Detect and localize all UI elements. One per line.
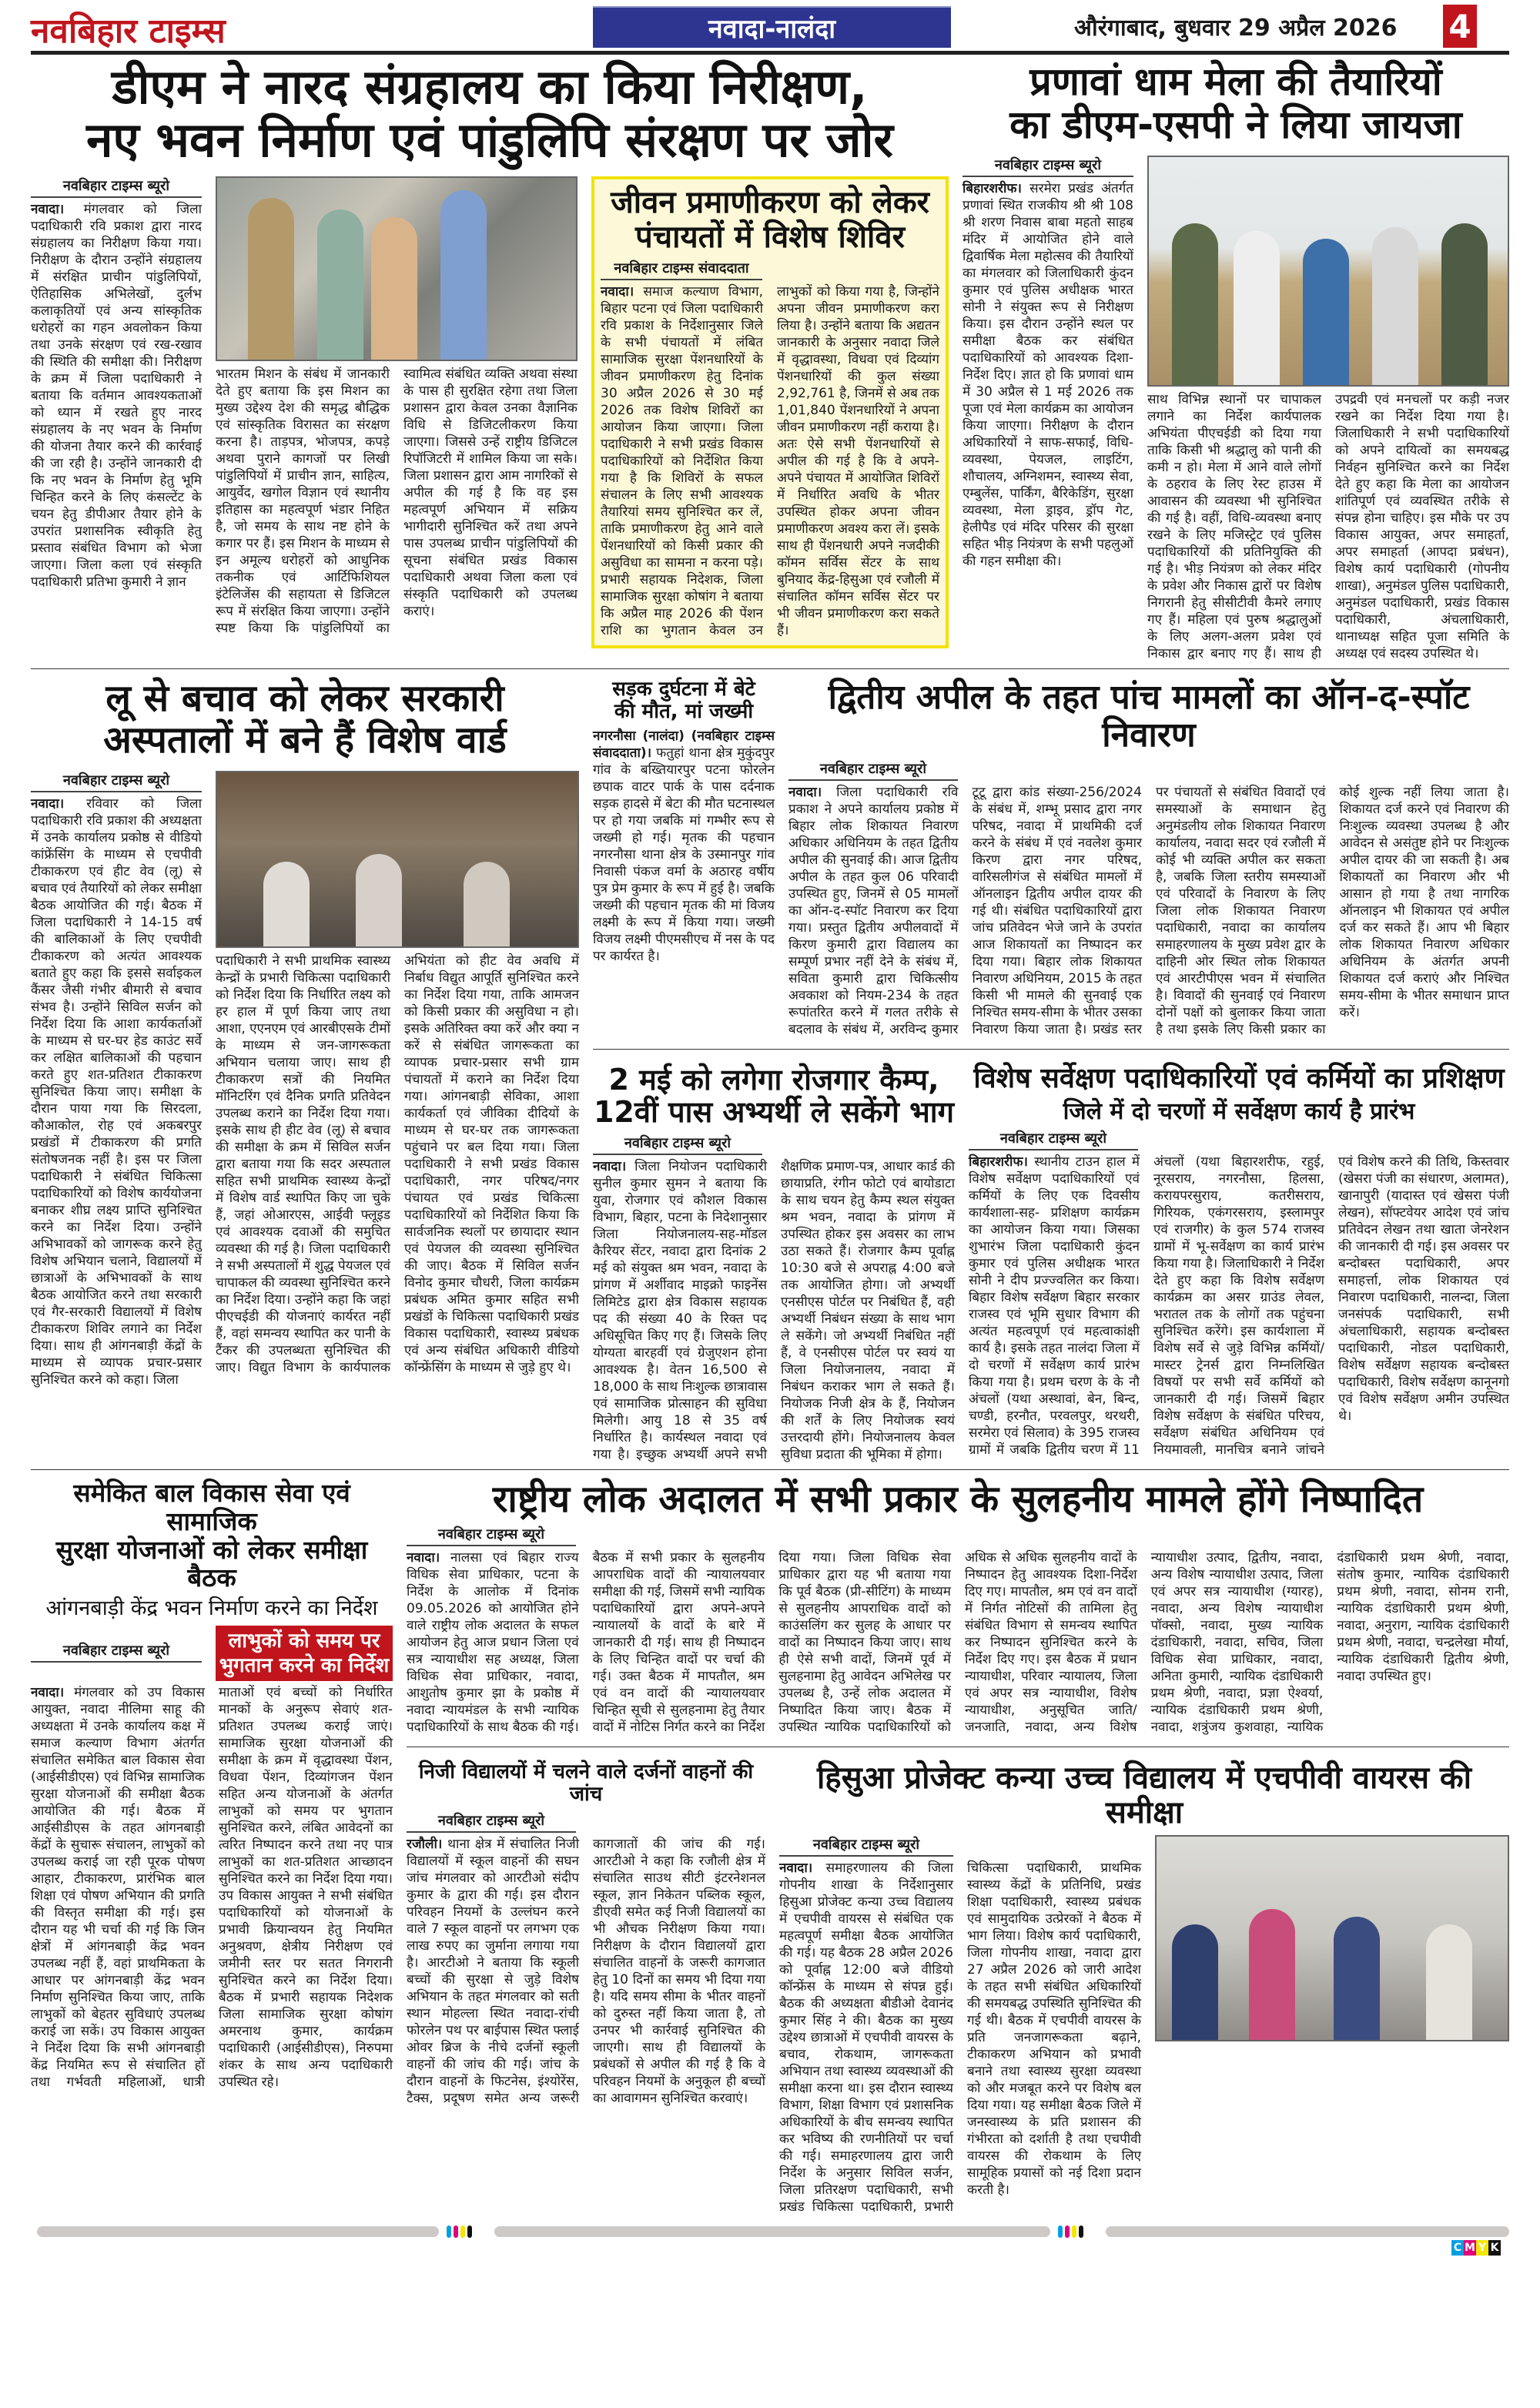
icds-byline-row <box>31 1626 393 1681</box>
headline-line: सुरक्षा योजनाओं को लेकर समीक्षा बैठक <box>55 1534 368 1593</box>
headline-line: नए भवन निर्माण एवं पांडुलिपि संरक्षण पर जोर <box>86 112 893 169</box>
dateline: रजौली। <box>407 1836 443 1852</box>
middle-right <box>593 675 1509 1463</box>
dateline: नगरनौसा (नालंदा) (नवबिहार टाइम्स संवाददाता)। <box>593 728 775 762</box>
row-middle-bottom <box>593 1060 1509 1463</box>
body-text: समाज कल्याण विभाग, बिहार पटना एवं जिला पदाधिकारी रवि प्रकाश के निर्देशानुसार जिले के सभी पंचायतों में लंबित सामाजिक सुरक्षा पेंशनधारियों के जीवन प्रमाणीकरण हेतु दिनांक 30 अप्रैल 2026 से 30 मई 2026 तक विशेष शिविरों का आयोजन किया जाएगा। जिला पदाधिकारी ने सभी प्रखंड विकास पदाधिकारियों को निर्देशित किया गया है कि शिविरों के सफल संचालन के लिए सभी आवश्यक तैयारियां समय सुनिश्चित कर लें, ताकि प्रमाणीकरण हेतु आने वाले पेंशनधारियों को किसी प्रकार की असुविधा का सामना न करना पड़े। प्रभारी सहायक निदेशक, जिला सामाजिक सुरक्षा कोषांग ने बताया कि अप्रैल माह 2026 की पेंशन राशि का भुगतान केवल उन लाभुकों को किया गया है, जिन्होंने अपना जीवन प्रमाणीकरण करा लिया है। उन्होंने बताया कि अद्यतन जानकारी के अनुसार नवादा जिले में वृद्धावस्था, विधवा एवं दिव्यांग पेंशनधारियों की कुल संख्या 2,92,761 है, जिनमें से अब तक 1,01,840 पेंशनधारियों ने अपना जीवन प्रमाणीकरण नहीं कराया है। अतः ऐसे सभी पेंशनधारियों से अपील की गई है कि वे अपने-अपने पंचायत में आयोजित शिविरों में निर्धारित अवधि के भीतर उपस्थित होकर अपना जीवन प्रमाणीकरण अवश्य करा लें। इसके साथ ही पेंशनधारी अपने नजदीकी कॉमन सर्विस सेंटर के साथ बुनियाद केंद्र-हिसुआ एवं रजौली में संचालित कॉमन सर्विस सेंटर पर भी जीवन प्रमाणीकरण करा सकते हैं। <box>601 284 939 639</box>
body-text: रविवार को जिला पदाधिकारी रवि प्रकाश की अध्यक्षता में उनके कार्यालय प्रकोष्ठ से वीडियो कांफ्रेंसिंग के माध्यम से एचपीवी टीकाकरण एवं हीट वेव (लू) से बचाव एवं तैयारियों को लेकर समीक्षा बैठक आयोजित की गई। बैठक में जिला पदाधिकारी ने 14-15 वर्ष की बालिकाओं के लिए एचपीवी टीकाकरण को अत्यंत आवश्यक बताते हुए कहा कि इससे सर्वाइकल कैंसर जैसी गंभीर बीमारी से बचाव संभव है। उन्होंने सिविल सर्जन को निर्देश दिया कि आशा कार्यकर्ताओं के माध्यम से घर-घर हेड काउंट सर्वे कर लक्षित बालिकाओं की पहचान करते हुए शत-प्रतिशत टीकाकरण सुनिश्चित किया जाए। समीक्षा के दौरान पाया गया कि सिरदला, कौआकोल, रोह एवं अकबरपुर प्रखंडों में टीकाकरण की प्रगति संतोषजनक नहीं है। इस पर जिला पदाधिकारी ने संबंधित चिकित्सा पदाधिकारियों को विशेष कार्ययोजना बनाकर शीघ्र लक्ष्य प्राप्ति सुनिश्चित करने का निर्देश दिया। उन्होंने अभिभावकों को जागरूक करने हेतु विशेष अभियान चलाने, विद्यालयों में छात्राओं के अभिभावकों के साथ बैठक आयोजित करने तथा सरकारी एवं गैर-सरकारी विद्यालयों में विशेष टीकाकरण शिविर लगाने का निर्देश दिया। साथ ही आंगनबाड़ी केंद्रों के माध्यम से व्यापक प्रचार-प्रसार सुनिश्चित करने को कहा। जिला <box>31 795 202 1388</box>
story-body <box>601 283 939 639</box>
story-lok-adalat <box>407 1476 1509 1737</box>
byline-wrap <box>31 1641 202 1666</box>
page-number: 4 <box>1443 5 1477 48</box>
story-body <box>31 1684 393 2091</box>
story-hisua-hpv <box>779 1758 1509 2215</box>
byline-wrap <box>788 759 958 781</box>
story-hisua-text <box>779 1835 1141 2215</box>
headline-line: जीवन प्रमाणीकरण को लेकर <box>611 184 929 220</box>
byline: नवबिहार टाइम्स ब्यूरो <box>31 176 202 198</box>
body-text: थाना क्षेत्र में संचालित निजी विद्यालयों में स्कूल वाहनों की सघन जांच मंगलवार को आरटीओ संदीप कुमार के द्वारा की गई। इस दौरान परिवहन नियमों के उल्लंघन करने वाले 7 स्कूल वाहनों पर लगभग एक लाख रुपए का जुर्माना लगाया गया है। आरटीओ ने बताया कि स्कूली बच्चों की सुरक्षा से जुड़े विशेष अभियान के तहत मंगलवार को सती स्थान मोहल्ला स्थित नवादा-रांची फोरलेन पथ पर बाईपास स्थित फ्लाई ओवर ब्रिज के नीचे दर्जनों स्कूली वाहनों की जांच की गई। जांच के दौरान वाहनों के फिटनेस, इंश्योरेंस, टैक्स, प्रदूषण समेत अन्य जरूरी कागजातों की जांच की गई। आरटीओ ने कहा कि रजौली क्षेत्र में संचालित साउथ सीटी इंटरनेशनल स्कूल, ज्ञान निकेतन पब्लिक स्कूल, डीएवी समेत कई निजी विद्यालयों का भी औचक निरीक्षण किया गया। निरीक्षण के दौरान विद्यालयों द्वारा संचालित वाहनों के जरूरी कागजात हेतु 10 दिनों का समय भी दिया गया है। यदि समय सीमा के भीतर वाहनों को दुरुस्त नहीं किया जाता है, तो उनपर भी कार्रवाई सुनिश्चित की जाएगी। साथ ही विद्यालयों के प्रबंधकों से अपील की गई है कि वे परिवहन नियमों के अनुकूल ही बच्चों का आवागमन सुनिश्चित करवाएं। <box>407 1836 765 2106</box>
story-second-appeal <box>788 675 1509 1038</box>
headline-line: पंचायतों में विशेष शिविर <box>635 219 905 255</box>
row-middle-top <box>593 675 1509 1038</box>
body-text: जिला पदाधिकारी रवि प्रकाश ने अपने कार्यालय प्रकोष्ठ में बिहार लोक शिकायत निवारण अधिकार अधिनियम के तहत द्वितीय अपील की सुनवाई की। आज द्वितीय अपील के तहत कुल 06 परिवादी उपस्थित हुए, जिनमें से 05 मामलों का ऑन-द-स्पॉट निवारण कर दिया गया। प्रस्तुत द्वितीय अपीलवादों में किरण कुमारी द्वारा विद्यालय का सम्पूर्ण प्रभार नहीं देने के संबंध में, सविता कुमारी द्वारा चिकित्सीय अवकाश को नियम-234 के तहत रूपांतरित करने में गलत तरीके से बदलाव के संबंध में, अरविन्द कुमार टूटू द्वारा कांड संख्या-256/2024 के संबंध में, शम्भू प्रसाद द्वारा नगर परिषद, नवादा में प्राथमिकी दर्ज करने के संबंध में एवं नवलेश कुमार किरण द्वारा नगर परिषद, वारिसलीगंज से संबंधित मामलों में ऑनलाइन द्वितीय अपील दायर की गई थी। संबंधित पदाधिकारियों द्वारा जांच प्रतिवेदन भेजे जाने के उपरांत आज शिकायतों का निष्पादन कर दिया गया। बिहार लोक शिकायत निवारण अधिनियम, 2015 के तहत किसी भी मामले की सुनवाई एक निश्चित समय-सीमा के भीतर उसका निवारण किया जाता है। प्रखंड स्तर पर पंचायतों से संबंधित विवादों एवं समस्याओं के समाधान हेतु अनुमंडलीय लोक शिकायत निवारण कार्यालय, नवादा सदर एवं रजौली में कोई भी व्यक्ति अपील कर सकता है, जबकि जिला स्तरीय समस्याओं एवं परिवादों के निवारण के लिए जिला लोक शिकायत निवारण पदाधिकारी, नवादा का कार्यालय समाहरणालय के मुख्य प्रवेश द्वार के दाहिनी ओर स्थित लोक शिकायत एवं आरटीपीएस भवन में संचालित है। विवादों की सुनवाई एवं निवारण दोनों पक्षों को बुलाकर किया जाता है तथा इसके लिए किसी प्रकार का कोई शुल्क नहीं लिया जाता है। शिकायत दर्ज करने एवं निवारण की निःशुल्क व्यवस्था उपलब्ध है और आवेदन से असंतुष्ट होने पर निःशुल्क अपील दायर की जा सकती है। अब शिकायतों का निवारण और भी आसान हो गया है तथा नागरिक ऑनलाइन भी शिकायत एवं अपील दर्ज कर सकते हैं। आप भी बिहार लोक शिकायत निवारण अधिकार अधिनियम के अंतर्गत अपनी शिकायत दर्ज कराएं और निश्चित समय-सीमा के भीतर समाधान प्राप्त करें। <box>788 784 1509 1037</box>
divider <box>593 1049 1509 1050</box>
dateline: नवादा। <box>601 284 634 300</box>
hisua-columns <box>779 1835 1509 2215</box>
headline-rojgar-camp <box>593 1063 955 1129</box>
byline-wrap <box>601 259 762 280</box>
headline-line: 12वीं पास अभ्यर्थी ले सकेंगे भाग <box>593 1095 955 1130</box>
narad-columns <box>31 176 949 649</box>
row-bottom <box>31 1476 1509 2215</box>
story-body <box>969 1154 1509 1459</box>
body-text: जिला नियोजन पदाधिकारी सुनील कुमार सुमन ने बताया कि युवा, रोजगार एवं कौशल विकास विभाग, बिहार, पटना के निदेशानुसार जिला नियोजनालय-सह-मॉडल कैरियर सेंटर, नवादा द्वारा दिनांक 2 मई को संयुक्त श्रम भवन, नवादा के प्रांगण में अर्शीवाद माइक्रो फाइनेंस लिमिटेड द्वारा क्षेत्र विकास सहायक पद की संख्या 40 के रिक्त पद अधिसूचित किए गए हैं। जिसके लिए योग्यता बारहवीं एवं ग्रेजुएशन होना आवश्यक है। वेतन 16,500 से 18,000 के साथ निःशुल्क छात्रावास एवं सामाजिक प्रोत्साहन की सुविधा मिलेगी। आयु 18 से 35 वर्ष निर्धारित है। कार्यस्थल नवादा एवं गया है। इच्छुक अभ्यर्थी अपने सभी शैक्षणिक प्रमाण-पत्र, आधार कार्ड की छायाप्रति, रंगीन फोटो एवं बायोडाटा के साथ चयन हेतु कैम्प स्थल संयुक्त श्रम भवन, नवादा के प्रांगण में उपस्थित होकर इस अवसर का लाभ उठा सकते हैं। रोजगार कैम्प पूर्वाह्न 10:30 बजे से अपराह्न 4:00 बजे तक आयोजित होगा। जो अभ्यर्थी एनसीएस पोर्टल पर निबंधित हैं, वही अभ्यर्थी निबंधन संख्या के साथ भाग ले सकेंगे। जो अभ्यर्थी निबंधित नहीं हैं, वे एनसीएस पोर्टल पर स्वयं या जिला नियोजनालय, नवादा में निबंधन कराकर भाग ले सकते हैं। नियोजक निजी क्षेत्र के हैं, नियोजन की शर्तें के लिए नियोजक स्वयं उत्तरदायी होंगे। नियोजनालय केवल सुविधा प्रदाता की भूमिका में होगा। <box>593 1158 955 1462</box>
body-text: स्थानीय टाउन हाल में विशेष सर्वेक्षण पदाधिकारियों एवं कर्मियों के लिए एक दिवसीय कार्यशाला-सह- प्रशिक्षण कार्यक्रम का आयोजन किया गया। जिसका शुभारंभ जिला पदाधिकारी कुंदन कुमार एवं पुलिस अधीक्षक भारत सोनी ने दीप प्रज्ज्वलित कर किया। बिहार विशेष सर्वेक्षण बिहार सरकार राजस्व एवं भूमि सुधार विभाग की अत्यंत महत्वपूर्ण एवं महत्वाकांक्षी कार्य है। इसके तहत नालंदा जिला में दो चरणों में सर्वेक्षण कार्य प्रारंभ किया गया है। प्रथम चरण के के नौ अंचलों (यथा अस्थावां, बेन, बिन्द, चण्डी, हरनौत, परवलपुर, थरथरी, सरमेरा एवं सिलाव) के 395 राजस्व ग्रामों में जबकि द्वितीय चरण में 11 अंचलों (यथा बिहारशरीफ, रहुई, नूरसराय, नगरनौसा, हिलसा, करायपरसुराय, कतरीसराय, गिरियक, एकंगरसराय, इस्लामपुर एवं राजगीर) के कुल 574 राजस्व ग्रामों में भू-सर्वेक्षण का कार्य प्रारंभ किया गया है। जिलाधिकारी ने निर्देश देते हुए कहा कि विशेष सर्वेक्षण कार्यक्रम का असर ग्राउंड लेवल, भरातल तक के लोगों तक पहुंचना सुनिश्चित करेंगे। इस कार्यशाला में विशेष सर्वे से जुड़े विभिन्न कर्मियों/मास्टर ट्रेनर्स द्वारा निम्नलिखित विषयों पर सभी सर्वे कर्मियों को जानकारी दी गई। जिसमें बिहार विशेष सर्वेक्षण के संबंधित परिचय, सर्वेक्षण संबंधित अधिनियम एवं नियमावली, मानचित्र बनाने जांचने एवं विशेष करने की तिथि, किस्तवार (खेसरा पंजी का संधारण, अलामत), खानापुरी (यादास्त एवं खेसरा पंजी लेखन), सॉफ्टवेयर आदेश एवं जांच प्रतिवेदन लेखन तथा खाता जेनरेशन की जानकारी दी गई। इस अवसर पर बन्दोबस्त पदाधिकारी, अपर समाहर्त्ता, लोक शिकायत एवं निवारण पदाधिकारी, नालन्दा, जिला जनसंपर्क पदाधिकारी, सभी अंचलाधिकारी, सहायक बन्दोबस्त पदाधिकारी, नोडल पदाधिकारी, विशेष सर्वेक्षण सहायक बन्दोबस्त पदाधिकारी, विशेष सर्वेक्षण कानूनगो एवं विशेष सर्वेक्षण अमीन उपस्थित थे। <box>969 1154 1509 1459</box>
registration-bar <box>37 2226 439 2237</box>
headline-narad <box>31 60 949 167</box>
story-pranawan-right <box>1147 156 1509 662</box>
byline-wrap <box>407 1811 576 1833</box>
headline-line: की मौत, मां जख्मी <box>614 700 754 724</box>
byline-wrap <box>407 1525 576 1546</box>
dateline: नवादा। <box>31 201 65 217</box>
body-text: भारतम मिशन के संबंध में जानकारी देते हुए बताया कि इस मिशन का मुख्य उद्देश्य देश की समृद्ध बौद्धिक एवं सांस्कृतिक विरासत का संरक्षण करना है। ताड़पत्र, भोजपत्र, कपड़े अथवा पुराने कागजों पर लिखी पांडुलिपियों में प्राचीन ज्ञान, साहित्य, आयुर्वेद, खगोल विज्ञान एवं स्थानीय इतिहास का महत्वपूर्ण भंडार निहित है, जो समय के साथ नष्ट होने के कगार पर हैं। इस मिशन के माध्यम से इन अमूल्य धरोहरों को आधुनिक तकनीक एवं आर्टिफिशियल इंटेलिजेंस की सहायता से डिजिटल रूप में संरक्षित किया जाएगा। उन्होंने स्पष्ट किया कि पांडुलिपियों का स्वामित्व संबंधित व्यक्ति अथवा संस्था के पास ही सुरक्षित रहेगा तथा जिला प्रशासन द्वारा केवल उनका वैज्ञानिक विधि से डिजिटलीकरण किया जाएगा। जिससे उन्हें राष्ट्रीय डिजिटल रिपॉजिटरी में शामिल किया जा सके। जिला प्रशासन द्वारा आम नागरिकों से अपील की गई है कि वह इस महत्वपूर्ण अभियान में सक्रिय भागीदारी सुनिश्चित करें तथा अपने पास उपलब्ध प्राचीन पांडुलिपियों की सूचना संबंधित प्रखंड विकास पदाधिकारी अथवा जिला कला एवं संस्कृति पदाधिकारी को उपलब्ध कराएं। <box>216 366 578 636</box>
registration-bar <box>494 2226 1050 2237</box>
page-header <box>31 0 1509 57</box>
callout-box: लाभुकों को समय पर भुगतान करने का निर्देश <box>216 1626 393 1681</box>
byline: नवबिहार टाइम्स ब्यूरो <box>31 771 202 792</box>
story-icds <box>31 1476 393 2091</box>
photo-hpv-meeting <box>1155 1835 1509 2041</box>
headline-hisua-hpv: हिसुआ प्रोजेक्ट कन्या उच्च विद्यालय में एचपीवी वायरस की समीक्षा <box>816 1760 1472 1831</box>
masthead-logo: नवबिहार टाइम्स <box>31 12 226 51</box>
body-text: सरमेरा प्रखंड अंतर्गत प्रणावां स्थित राजकीय श्री श्री 108 श्री शरण निवास बाबा महतो साहब मंदिर में आयोजित होने वाले द्विवार्षिक मेला महोत्सव की तैयारियों का मंगलवार को जिलाधिकारी कुंदन कुमार एवं पुलिस अधीक्षक भारत सोनी ने संयुक्त रूप से निरीक्षण किया। इस दौरान उन्होंने स्थल पर समीक्षा बैठक कर संबंधित पदाधिकारियों को आवश्यक दिशा-निर्देश दिए। ज्ञात हो कि प्रणावां धाम में 30 अप्रैल से 1 मई 2026 तक पूजा एवं मेला कार्यक्रम का आयोजन किया जाएगा। निरीक्षण के दौरान अधिकारियों ने साफ-सफाई, विधि-व्यवस्था, पेयजल, लाइटिंग, शौचालय, अग्निशमन, स्वास्थ्य सेवा, एम्बुलेंस, पार्किंग, बैरिकेडिंग, सुरक्षा व्यवस्था, मेला ड्राइव, ड्रॉप गेट, हेलीपैड एवं मंदिर परिसर की सुरक्षा सहित भीड़ नियंत्रण के सभी पहलुओं की गहन समीक्षा की। <box>962 181 1134 569</box>
dateline: बिहारशरीफ। <box>969 1154 1028 1171</box>
byline-wrap <box>969 1129 1138 1150</box>
story-rojgar-camp <box>593 1060 955 1463</box>
headline-pranawan <box>962 60 1509 146</box>
story-narad-cont <box>216 366 578 637</box>
section-tab: नवादा-नालंदा <box>593 6 951 48</box>
story-body <box>407 1836 765 2107</box>
byline: नवबिहार टाइम्स ब्यूरो <box>969 1129 1138 1150</box>
issue-date: औरंगाबाद, बुधवार 29 अप्रैल 2026 <box>1074 15 1398 42</box>
body-text: मंगलवार को उप विकास आयुक्त, नवादा नीलिमा साहू की अध्यक्षता में उनके कार्यालय कक्ष में समाज कल्याण विभाग अंतर्गत संचालित समेकित बाल विकास सेवा (आईसीडीएस) एवं विभिन्न सामाजिक सुरक्षा योजनाओं की समीक्षा बैठक आयोजित की गई। बैठक में आईसीडीएस के तहत आंगनबाड़ी केंद्रों के सुचारू संचालन, लाभुकों को उपलब्ध कराई जा रही पूरक पोषण आहार, टीकाकरण, प्रारंभिक बाल शिक्षा एवं पोषण अभियान की प्रगति की विस्तृत समीक्षा की गई। इस दौरान यह भी चर्चा की गई कि जिन क्षेत्रों में आंगनबाड़ी केंद्र भवन उपलब्ध नहीं हैं, वहां प्राथमिकता के आधार पर आंगनबाड़ी केंद्र भवन निर्माण सुनिश्चित किया जाए, ताकि लाभुकों को बेहतर सुविधाएं उपलब्ध कराई जा सकें। उप विकास आयुक्त ने निर्देश दिया कि सभी आंगनबाड़ी केंद्र नियमित रूप से संचालित हों तथा गर्भवती महिलाओं, धात्री माताओं एवं बच्चों को निर्धारित मानकों के अनुरूप सेवाएं शत-प्रतिशत उपलब्ध कराई जाएं। सामाजिक सुरक्षा योजनाओं की समीक्षा के क्रम में वृद्धावस्था पेंशन, विधवा पेंशन, दिव्यांगजन पेंशन सहित अन्य योजनाओं के अंतर्गत लाभुकों को समय पर भुगतान सुनिश्चित करने, लंबित आवेदनों का त्वरित निष्पादन करने तथा नए पात्र लाभुकों का शत-प्रतिशत आच्छादन सुनिश्चित करने का निर्देश दिया गया। उप विकास आयुक्त ने सभी संबंधित पदाधिकारियों को योजनाओं के प्रभावी क्रियान्वयन हेतु नियमित अनुश्रवण, क्षेत्रीय निरीक्षण एवं जमीनी स्तर पर सतत निगरानी सुनिश्चित करने का निर्देश दिया। बैठक में प्रभारी सहायक निदेशक जिला सामाजिक सुरक्षा कोषांग अमरनाथ कुमार, कार्यक्रम पदाधिकारी (आईसीडीएस), निरुपमा शंकर के साथ अन्य पदाधिकारी उपस्थित रहे। <box>31 1684 393 2090</box>
story-body <box>31 201 202 591</box>
photo-mela-inspection <box>1147 156 1509 387</box>
headline-line: का डीएम-एसपी ने लिया जायजा <box>1009 102 1462 147</box>
pranawan-columns <box>962 156 1509 662</box>
headline-survey-training: विशेष सर्वेक्षण पदाधिकारियों एवं कर्मियों का प्रशिक्षण <box>973 1062 1505 1094</box>
byline: नवबिहार टाइम्स ब्यूरो <box>407 1525 576 1546</box>
headline-school-vehicles: निजी विद्यालयों में चलने वाले दर्जनों वाहनों की जांच <box>418 1760 754 1807</box>
headline-line: सड़क दुर्घटना में बेटे <box>612 678 755 701</box>
header-rule <box>31 51 1509 55</box>
headline-line: 2 मई को लगेगा रोजगार कैम्प, <box>608 1062 939 1097</box>
divider <box>31 1469 1509 1470</box>
headline-line: लू से बचाव को लेकर सरकारी <box>105 677 504 720</box>
body-text: मंगलवार को जिला पदाधिकारी रवि प्रकाश द्वारा नारद संग्रहालय का निरीक्षण किया गया। निरीक्षण के दौरान उन्होंने संग्रहालय में संरक्षित प्राचीन पांडुलिपियों, ऐतिहासिक अभिलेखों, दुर्लभ कलाकृतियों एवं अन्य सांस्कृतिक धरोहरों का गहन अवलोकन किया तथा उनके संरक्षण एवं रख-रखाव की स्थिति की समीक्षा की। निरीक्षण के क्रम में जिला पदाधिकारी ने बताया कि वर्तमान आवश्यकताओं को ध्यान में रखते हुए नारद संग्रहालय के नए भवन के निर्माण की योजना तैयार करने की कार्रवाई की जा रही है। उन्होंने जानकारी दी कि नए भवन के निर्माण हेतु भूमि चिन्हित करने के लिए कंसल्टेंट के चयन हेतु डीपीआर तैयार होने के उपरांत प्रशासनिक स्वीकृति हेतु प्रस्ताव संबंधित विभाग को भेजा जाएगा। जिला कला एवं संस्कृति पदाधिकारी प्रतिभा कुमारी ने ज्ञान <box>31 201 202 590</box>
byline: नवबिहार टाइम्स ब्यूरो <box>31 1641 202 1663</box>
headline-line: समेकित बाल विकास सेवा एवं सामाजिक <box>73 1477 350 1536</box>
story-lu <box>31 675 579 1388</box>
byline: नवबिहार टाइम्स ब्यूरो <box>779 1835 953 1857</box>
body-text: समाहरणालय की जिला गोपनीय शाखा के निर्देशानुसार हिसुआ प्रोजेक्ट कन्या उच्च विद्यालय में एचपीवी वायरस से संबंधित एक महत्वपूर्ण समीक्षा बैठक आयोजित की गई। यह बैठक 28 अप्रैल 2026 को पूर्वाह्न 12:00 बजे वीडियो कॉन्फ्रेंस के माध्यम से संपन्न हुई। बैठक की अध्यक्षता बीडीओ देवानंद कुमार सिंह ने की। बैठक का मुख्य उद्देश्य छात्राओं में एचपीवी वायरस के बचाव, रोकथाम, जागरूकता अभियान तथा स्वास्थ्य व्यवस्थाओं की समीक्षा करना था। इस दौरान स्वास्थ्य विभाग, शिक्षा विभाग एवं प्रशासनिक अधिकारियों के बीच समन्वय स्थापित कर भविष्य की रणनीतियों पर चर्चा की गई। समाहरणालय द्वारा जारी निर्देश के अनुसार सिविल सर्जन, जिला प्रतिरक्षण पदाधिकारी, सभी प्रखंड चिकित्सा पदाधिकारी, प्रभारी चिकित्सा पदाधिकारी, प्राथमिक स्वास्थ्य केंद्रों के प्रतिनिधि, प्रखंड शिक्षा पदाधिकारी, स्वास्थ्य प्रबंधक एवं सामुदायिक उत्प्रेरकों ने बैठक में भाग लिया। विशेष कार्य पदाधिकारी, जिला गोपनीय शाखा, नवादा द्वारा 27 अप्रैल 2026 को जारी आदेश के तहत सभी संबंधित अधिकारियों की समयबद्ध उपस्थिति सुनिश्चित की गई थी। बैठक में एचपीवी वायरस के प्रति जनजागरूकता बढ़ाने, टीकाकरण अभियान को प्रभावी बनाने तथा स्वास्थ्य सुरक्षा व्यवस्था को और मजबूत करने पर विशेष बल दिया गया। यह समीक्षा बैठक जिले में जनस्वास्थ्य के प्रति प्रशासन की गंभीरता को दर्शाती है तथा एचपीवी वायरस की रोकथाम के लिए सामूहिक प्रयासों को नई दिशा प्रदान करती है। <box>779 1860 1141 2215</box>
byline: नवबिहार टाइम्स ब्यूरो <box>788 759 958 781</box>
story-body <box>31 795 202 1388</box>
byline: नवबिहार टाइम्स ब्यूरो <box>407 1811 576 1833</box>
headline-line: अस्पतालों में बने हैं विशेष वार्ड <box>103 718 507 762</box>
cmyk-marker: C M Y K <box>1451 2240 1501 2256</box>
bottom-right-row <box>407 1758 1509 2215</box>
byline: नवबिहार टाइम्स ब्यूरो <box>962 156 1133 177</box>
dateline: नवादा। <box>593 1158 627 1174</box>
body-text: पदाधिकारी ने सभी प्राथमिक स्वास्थ्य केन्द्रों के प्रभारी चिकित्सा पदाधिकारी को निर्देश दिया कि निर्धारित लक्ष्य को हर हाल में पूर्ण किया जाए तथा आशा, एएनएम एवं आरबीएसके टीमों के माध्यम से जन-जागरूकता अभियान चलाया जाए। साथ ही टीकाकरण सत्रों की नियमित मॉनिटरिंग एवं दैनिक प्रगति प्रतिवेदन उपलब्ध कराने का निर्देश दिया गया। इसके साथ ही हीट वेव (लू) से बचाव की समीक्षा के क्रम में सिविल सर्जन द्वारा बताया गया कि सदर अस्पताल सहित सभी प्राथमिक स्वास्थ्य केन्द्रों में विशेष वार्ड स्थापित किए जा चुके हैं, जहां ओआरएस, आईवी फ्लूइड एवं आवश्यक दवाओं की समुचित व्यवस्था की गई है। जिला पदाधिकारी ने सभी अस्पतालों में शुद्ध पेयजल एवं चापाकल की व्यवस्था सुनिश्चित करने का निर्देश दिया। उन्होंने कहा कि जहां पीएचईडी की योजनाएं कार्यरत नहीं हैं, वहां समन्वय स्थापित कर पानी के टैंकर की उपलब्धता सुनिश्चित की जाए। विद्युत विभाग के कार्यपालक अभियंता को हीट वेव अवधि में निर्बाध विद्युत आपूर्ति सुनिश्चित करने का निर्देश दिया गया, ताकि आमजन को किसी प्रकार की असुविधा न हो। इसके अतिरिक्त क्या करें और क्या न करें से संबंधित जागरूकता का व्यापक प्रचार-प्रसार सभी ग्राम पंचायतों में कराने का निर्देश दिया गया। आंगनबाड़ी सेविका, आशा कार्यकर्ता एवं जीविका दीदियों के माध्यम से घर-घर तक जागरूकता पहुंचाने पर बल दिया गया। जिला पदाधिकारी ने सभी प्रखंड विकास पदाधिकारी, नगर परिषद/नगर पंचायत एवं प्रखंड चिकित्सा पदाधिकारियों को निर्देशित किया कि सार्वजनिक स्थलों पर छायादार स्थान एवं पेयजल की व्यवस्था सुनिश्चित की जाए। बैठक में सिविल सर्जन विनोद कुमार चौधरी, जिला कार्यक्रम प्रबंधक अमित कुमार सहित सभी प्रखंडों के चिकित्सा पदाधिकारी प्रखंड विकास पदाधिकारी, स्वास्थ्य प्रबंधक एवं अन्य संबंधित अधिकारी वीडियो कॉन्फ्रेंसिंग के माध्यम से जुड़े हुए थे। <box>216 953 579 1375</box>
headline-jeevan <box>601 186 939 255</box>
registration-bar <box>1106 2226 1509 2237</box>
headline-road-accident <box>593 678 775 723</box>
dateline: नवादा। <box>779 1860 813 1876</box>
photo-video-conference <box>216 771 579 948</box>
subheadline-survey: जिले में दो चरणों में सर्वेक्षण कार्य है प्रारंभ <box>1063 1097 1415 1125</box>
story-pranawan-col1 <box>962 156 1133 570</box>
bottom-right <box>407 1476 1509 2215</box>
story-lu-cont <box>216 953 579 1376</box>
headline-lok-adalat: राष्ट्रीय लोक अदालत में सभी प्रकार के सुलहनीय मामले होंगे निष्पादित <box>492 1477 1424 1521</box>
subheadline-icds: आंगनबाड़ी केंद्र भवन निर्माण करने का निर्देश <box>45 1596 378 1621</box>
headline-icds <box>31 1479 393 1593</box>
body-text: साथ विभिन्न स्थानों पर चापाकल लगाने का निर्देश कार्यपालक अभियंता पीएचईडी को दिया गया ताकि किसी भी श्रद्धालु को पानी की कमी न हो। मेला में आने वाले लोगों के ठहराव के लिए रेस्ट हाउस में आवासन की व्यवस्था भी सुनिश्चित की गई है। वहीं, विधि-व्यवस्था बनाए रखने के लिए मजिस्ट्रेट एवं पुलिस पदाधिकारियों की प्रतिनियुक्ति की गई है। भीड़ नियंत्रण को लेकर मंदिर के प्रवेश और निकास द्वारों पर विशेष निगरानी हेतु सीसीटीवी कैमरे लगाए गए हैं। महिला एवं पुरुष श्रद्धालुओं के लिए अलग-अलग प्रवेश एवं निकास द्वार बनाए गए हैं। साथ ही उपद्रवी एवं मनचलों पर कड़ी नजर रखने का निर्देश दिया गया है। जिलाधिकारी ने सभी पदाधिकारियों को अपने दायित्वों का समयबद्ध निर्वहन सुनिश्चित करने का निर्देश देते हुए कहा कि मेला का आयोजन शांतिपूर्ण एवं व्यवस्थित तरीके से संपन्न होना चाहिए। इस मौके पर उप विकास आयुक्त, अपर समाहर्ता, अपर समाहर्ता (आपदा प्रबंधन), विशेष कार्य पदाधिकारी (गोपनीय शाखा), अनुमंडल पुलिस पदाधिकारी, अनुमंडल पदाधिकारी, प्रखंड विकास पदाधिकारी, अंचलाधिकारी, थानाध्यक्ष सहित पूजा समिति के अध्यक्ष एवं सदस्य उपस्थित थे। <box>1147 392 1509 661</box>
page-footer <box>31 2223 1509 2259</box>
body-text: फतुहां थाना क्षेत्र मुकुंदपुर गांव के बख्तियारपुर पटना फोरलेन छपाक वाटर पार्क के पास दर्दनाक सड़क हादसे में बेटा की मौत घटनास्थल पर हो गया जबकि मां गम्भीर रूप से जख्मी हो गई। मृतक की पहचान नगरनौसा थाना क्षेत्र के उस्मानपुर गांव निवासी पंकज वर्मा के अठारह वर्षीय पुत्र प्रेम कुमार के रूप में हुई है। जबकि जख्मी की पहचान मृतक की मां विजय लक्ष्मी के रूप में किया गया। जख्मी विजय लक्ष्मी पीएमसीएच में नस के पद पर कार्यरत है। <box>593 745 775 965</box>
story-body <box>779 1860 1141 2215</box>
story-pranawan <box>962 57 1509 662</box>
story-body <box>788 784 1509 1038</box>
story-body <box>962 180 1133 570</box>
story-lu-right <box>216 771 579 1376</box>
byline-wrap <box>593 1134 762 1155</box>
headline-line: प्रणावां धाम मेला की तैयारियों <box>1029 59 1442 104</box>
dateline: बिहारशरीफ। <box>962 181 1022 196</box>
byline: नवबिहार टाइम्स संवाददाता <box>601 259 762 280</box>
story-narad <box>31 57 949 648</box>
boxed-story-jeevan <box>591 176 949 649</box>
dateline: नवादा। <box>31 1684 65 1700</box>
story-pranawan-cont <box>1147 391 1509 662</box>
photo-museum-inspection <box>216 176 578 361</box>
story-school-vehicles <box>407 1758 765 2106</box>
byline: नवबिहार टाइम्स ब्यूरो <box>593 1134 762 1155</box>
dateline: नवादा। <box>31 795 65 812</box>
story-lu-col1 <box>31 771 202 1388</box>
headline-second-appeal: द्वितीय अपील के तहत पांच मामलों का ऑन-द-स्पॉट निवारण <box>828 678 1470 755</box>
dateline: नवादा। <box>788 784 822 800</box>
row-top <box>31 57 1509 662</box>
story-survey-training <box>969 1060 1509 1459</box>
row-middle <box>31 675 1509 1463</box>
lu-columns <box>31 771 579 1388</box>
byline-wrap <box>779 1835 953 1857</box>
story-body <box>593 1158 955 1463</box>
story-road-accident <box>593 675 775 965</box>
headline-line: डीएम ने नारद संग्रहालय का किया निरीक्षण, <box>112 59 868 115</box>
color-registration-marks <box>1058 2225 1083 2238</box>
headline-lu <box>31 678 579 762</box>
divider <box>31 668 1509 669</box>
story-narad-col1 <box>31 176 202 591</box>
body-text: नालसा एवं बिहार राज्य विधिक सेवा प्राधिकार, पटना के निर्देश के आलोक में दिनांक 09.05.2026 को आयोजित होने वाले राष्ट्रीय लोक अदालत के सफल आयोजन हेतु आज प्रधान जिला एवं सत्र न्यायाधीश सह अध्यक्ष, जिला विधिक सेवा प्राधिकार, नवादा, आशुतोष कुमार झा के प्रकोष्ठ में नवादा न्यायमंडल के सभी न्यायिक पदाधिकारियों के साथ बैठक की गई। बैठक में सभी प्रकार के सुलहनीय आपराधिक वादों की न्यायालयवार समीक्षा की गई, जिसमें सभी न्यायिक पदाधिकारियों द्वारा अपने-अपने न्यायालयों के वादों के बारे में जानकारी दी गई। साथ ही निष्पादन के लिए चिन्हित वादों पर चर्चा की गई। उक्त बैठक में मापतौल, श्रम एवं वन वादों की न्यायालयवार चिन्हित सूची से सुलहनामा हेतु तैयार वादों में नोटिस निर्गत करने का निर्देश दिया गया। जिला विधिक सेवा प्राधिकार द्वारा यह भी बताया गया कि पूर्व बैठक (प्री-सीटिंग) के माध्यम से सुलहनीय आपराधिक वादों को काउंसलिंग कर सुलह के आधार पर वादों का निष्पादन किया जाए। साथ ही ऐसे सभी वादों, जिनमें पूर्व में सुलहनामा हेतु आवेदन अभिलेख पर उपलब्ध है, उन्हें लोक अदालत में निष्पादित किया जाए। बैठक में उपस्थित न्यायिक पदाधिकारियों को अधिक से अधिक सुलहनीय वादों के निष्पादन हेतु आवश्यक दिशा-निर्देश दिए गए। मापतौल, श्रम एवं वन वादों में निर्गत नोटिसों की तामिला हेतु संबंधित विभाग से समन्वय स्थापित कर निष्पादन सुनिश्चित करने के निर्देश दिए गए। इस बैठक में प्रधान न्यायाधीश, परिवार न्यायालय, जिला एवं अपर सत्र न्यायाधीश, विशेष न्यायाधीश, अनुसूचित जाति/जनजाति, नवादा, अन्य विशेष न्यायाधीश उत्पाद, द्वितीय, नवादा, अन्य विशेष न्यायाधीश उत्पाद, जिला एवं अपर सत्र न्यायाधीश (ग्यारह), नवादा, अन्य विशेष न्यायाधीश पॉक्सो, नवादा, मुख्य न्यायिक दंडाधिकारी, नवादा, सचिव, जिला विधिक सेवा प्राधिकार, नवादा, अनिता कुमारी, न्यायिक दंडाधिकारी प्रथम श्रेणी, नवादा, प्रज्ञा ऐश्वर्या, न्यायिक दंडाधिकारी प्रथम श्रेणी, नवादा, शत्रुंजय कुशवाहा, न्यायिक दंडाधिकारी प्रथम श्रेणी, नवादा, संतोष कुमार, न्यायिक दंडाधिकारी प्रथम श्रेणी, नवादा, सोनम रानी, न्यायिक दंडाधिकारी प्रथम श्रेणी, नवादा, अनुराग, न्यायिक दंडाधिकारी प्रथम श्रेणी, नवादा, चन्द्रलेखा मौर्या, न्यायिक दंडाधिकारी द्वितीय श्रेणी, नवादा उपस्थित हुए। <box>407 1550 1509 1736</box>
story-narad-right <box>216 176 578 637</box>
color-registration-marks <box>447 2225 472 2238</box>
story-body <box>593 728 775 965</box>
story-body <box>407 1549 1509 1736</box>
dateline: नवादा। <box>407 1550 440 1566</box>
